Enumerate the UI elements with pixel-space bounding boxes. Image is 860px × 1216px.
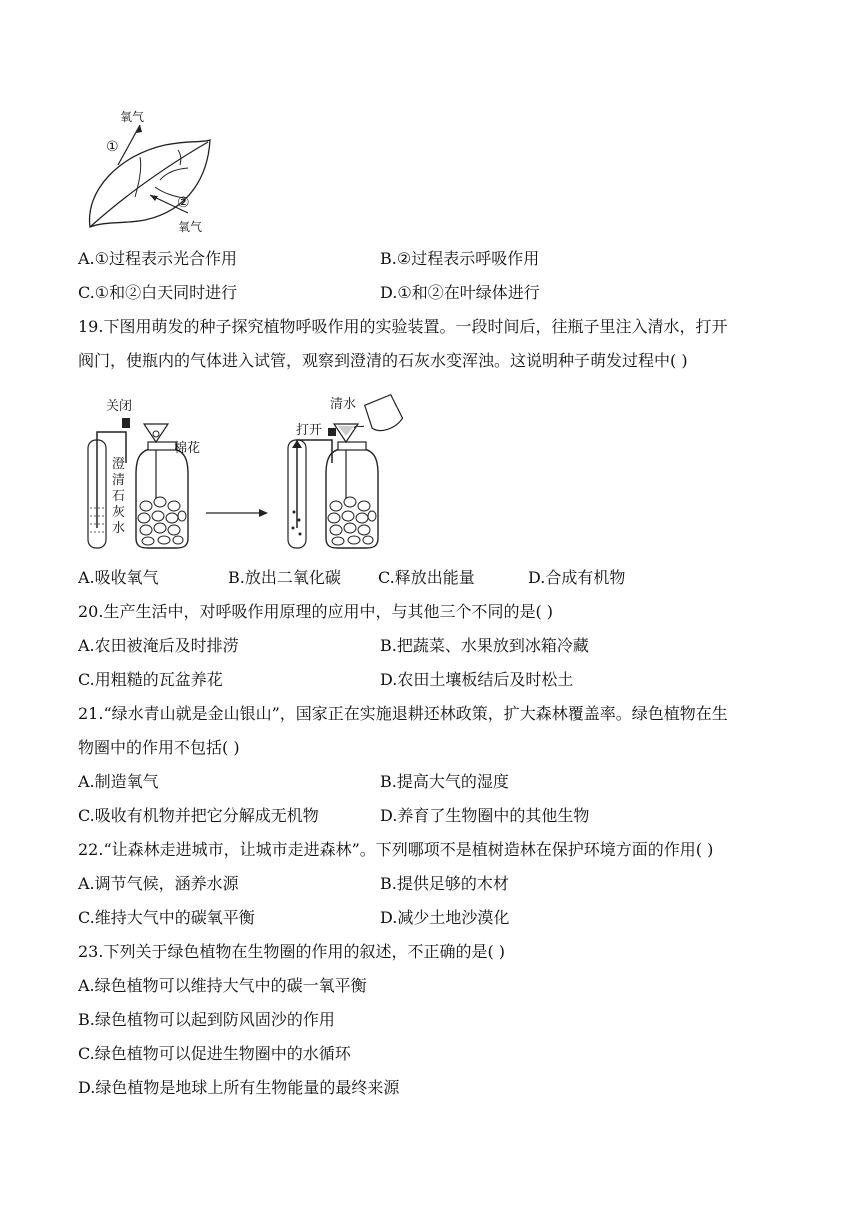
q20-option-d: D.农田土壤板结后及时松土 <box>380 670 574 689</box>
q22-option-c: C.维持大气中的碳氧平衡 <box>78 908 255 927</box>
oxygen-label-top: 氧气 <box>120 110 145 124</box>
q21-option-d: D.养育了生物圈中的其他生物 <box>380 806 590 825</box>
q21-option-c: C.吸收有机物并把它分解成无机物 <box>78 806 319 825</box>
leaf-diagram <box>80 105 220 235</box>
q19-stem-line1: 19.下图用萌发的种子探究植物呼吸作用的实验装置。一段时间后，往瓶子里注入清水，打开 <box>78 317 728 336</box>
q22-option-b: B.提供足够的木材 <box>380 874 509 893</box>
q19-option-d: D.合成有机物 <box>528 568 626 587</box>
limewater-char-3: 石 <box>112 489 126 504</box>
process-marker-1: ① <box>106 139 119 155</box>
limewater-char-4: 灰 <box>112 505 126 520</box>
left-setup <box>88 398 200 548</box>
q23-option-b: B.绿色植物可以起到防风固沙的作用 <box>78 1010 335 1029</box>
q18-option-a: A.①过程表示光合作用 <box>78 249 237 268</box>
water-label: 清水 <box>330 397 357 412</box>
q23-option-c: C.绿色植物可以促进生物圈中的水循环 <box>78 1044 351 1063</box>
q19-option-a: A.吸收氧气 <box>78 568 159 587</box>
q19-option-c: C.释放出能量 <box>378 568 475 587</box>
valve-closed-label: 关闭 <box>106 399 133 414</box>
q22-option-d: D.减少土地沙漠化 <box>380 908 510 927</box>
q23-option-a: A.绿色植物可以维持大气中的碳一氧平衡 <box>78 976 367 995</box>
q22-option-a: A.调节气候，涵养水源 <box>78 874 239 893</box>
cotton-label: 棉花 <box>174 441 201 456</box>
q20-option-c: C.用粗糙的瓦盆养花 <box>78 670 223 689</box>
q20-stem: 20.生产生活中，对呼吸作用原理的应用中，与其他三个不同的是( ) <box>78 602 554 621</box>
process-marker-2: ② <box>177 195 190 211</box>
limewater-char-2: 清 <box>112 473 126 488</box>
q20-option-a: A.农田被淹后及时排涝 <box>78 636 239 655</box>
q20-option-b: B.把蔬菜、水果放到冰箱冷藏 <box>380 636 589 655</box>
oxygen-label-bottom: 氧气 <box>178 220 203 234</box>
q21-stem-line2: 物圈中的作用不包括( ) <box>78 738 240 757</box>
q18-option-b: B.②过程表示呼吸作用 <box>380 249 540 268</box>
q21-option-b: B.提高大气的湿度 <box>380 772 509 791</box>
right-setup <box>288 393 404 548</box>
seed-respiration-apparatus <box>78 388 528 556</box>
q22-stem: 22.“让森林走进城市，让城市走进森林”。下列哪项不是植树造林在保护环境方面的作用( ) <box>78 840 714 859</box>
q18-option-d: D.①和②在叶绿体进行 <box>380 283 540 302</box>
q19-option-b: B.放出二氧化碳 <box>228 568 341 587</box>
q23-option-d: D.绿色植物是地球上所有生物能量的最终来源 <box>78 1078 400 1097</box>
q21-option-a: A.制造氧气 <box>78 772 159 791</box>
q18-option-c: C.①和②白天同时进行 <box>78 283 238 302</box>
limewater-char-5: 水 <box>112 521 126 536</box>
q19-stem-line2: 阀门，使瓶内的气体进入试管，观察到澄清的石灰水变浑浊。这说明种子萌发过程中( ) <box>78 351 688 370</box>
limewater-char-1: 澄 <box>112 457 126 472</box>
q23-stem: 23.下列关于绿色植物在生物圈的作用的叙述，不正确的是( ) <box>78 942 506 961</box>
q21-stem-line1: 21.“绿水青山就是金山银山”，国家正在实施退耕还林政策，扩大森林覆盖率。绿色植物在生 <box>78 704 728 723</box>
seeds-left <box>138 497 186 545</box>
valve-open-label: 打开 <box>296 423 323 438</box>
seeds-right <box>328 497 376 545</box>
